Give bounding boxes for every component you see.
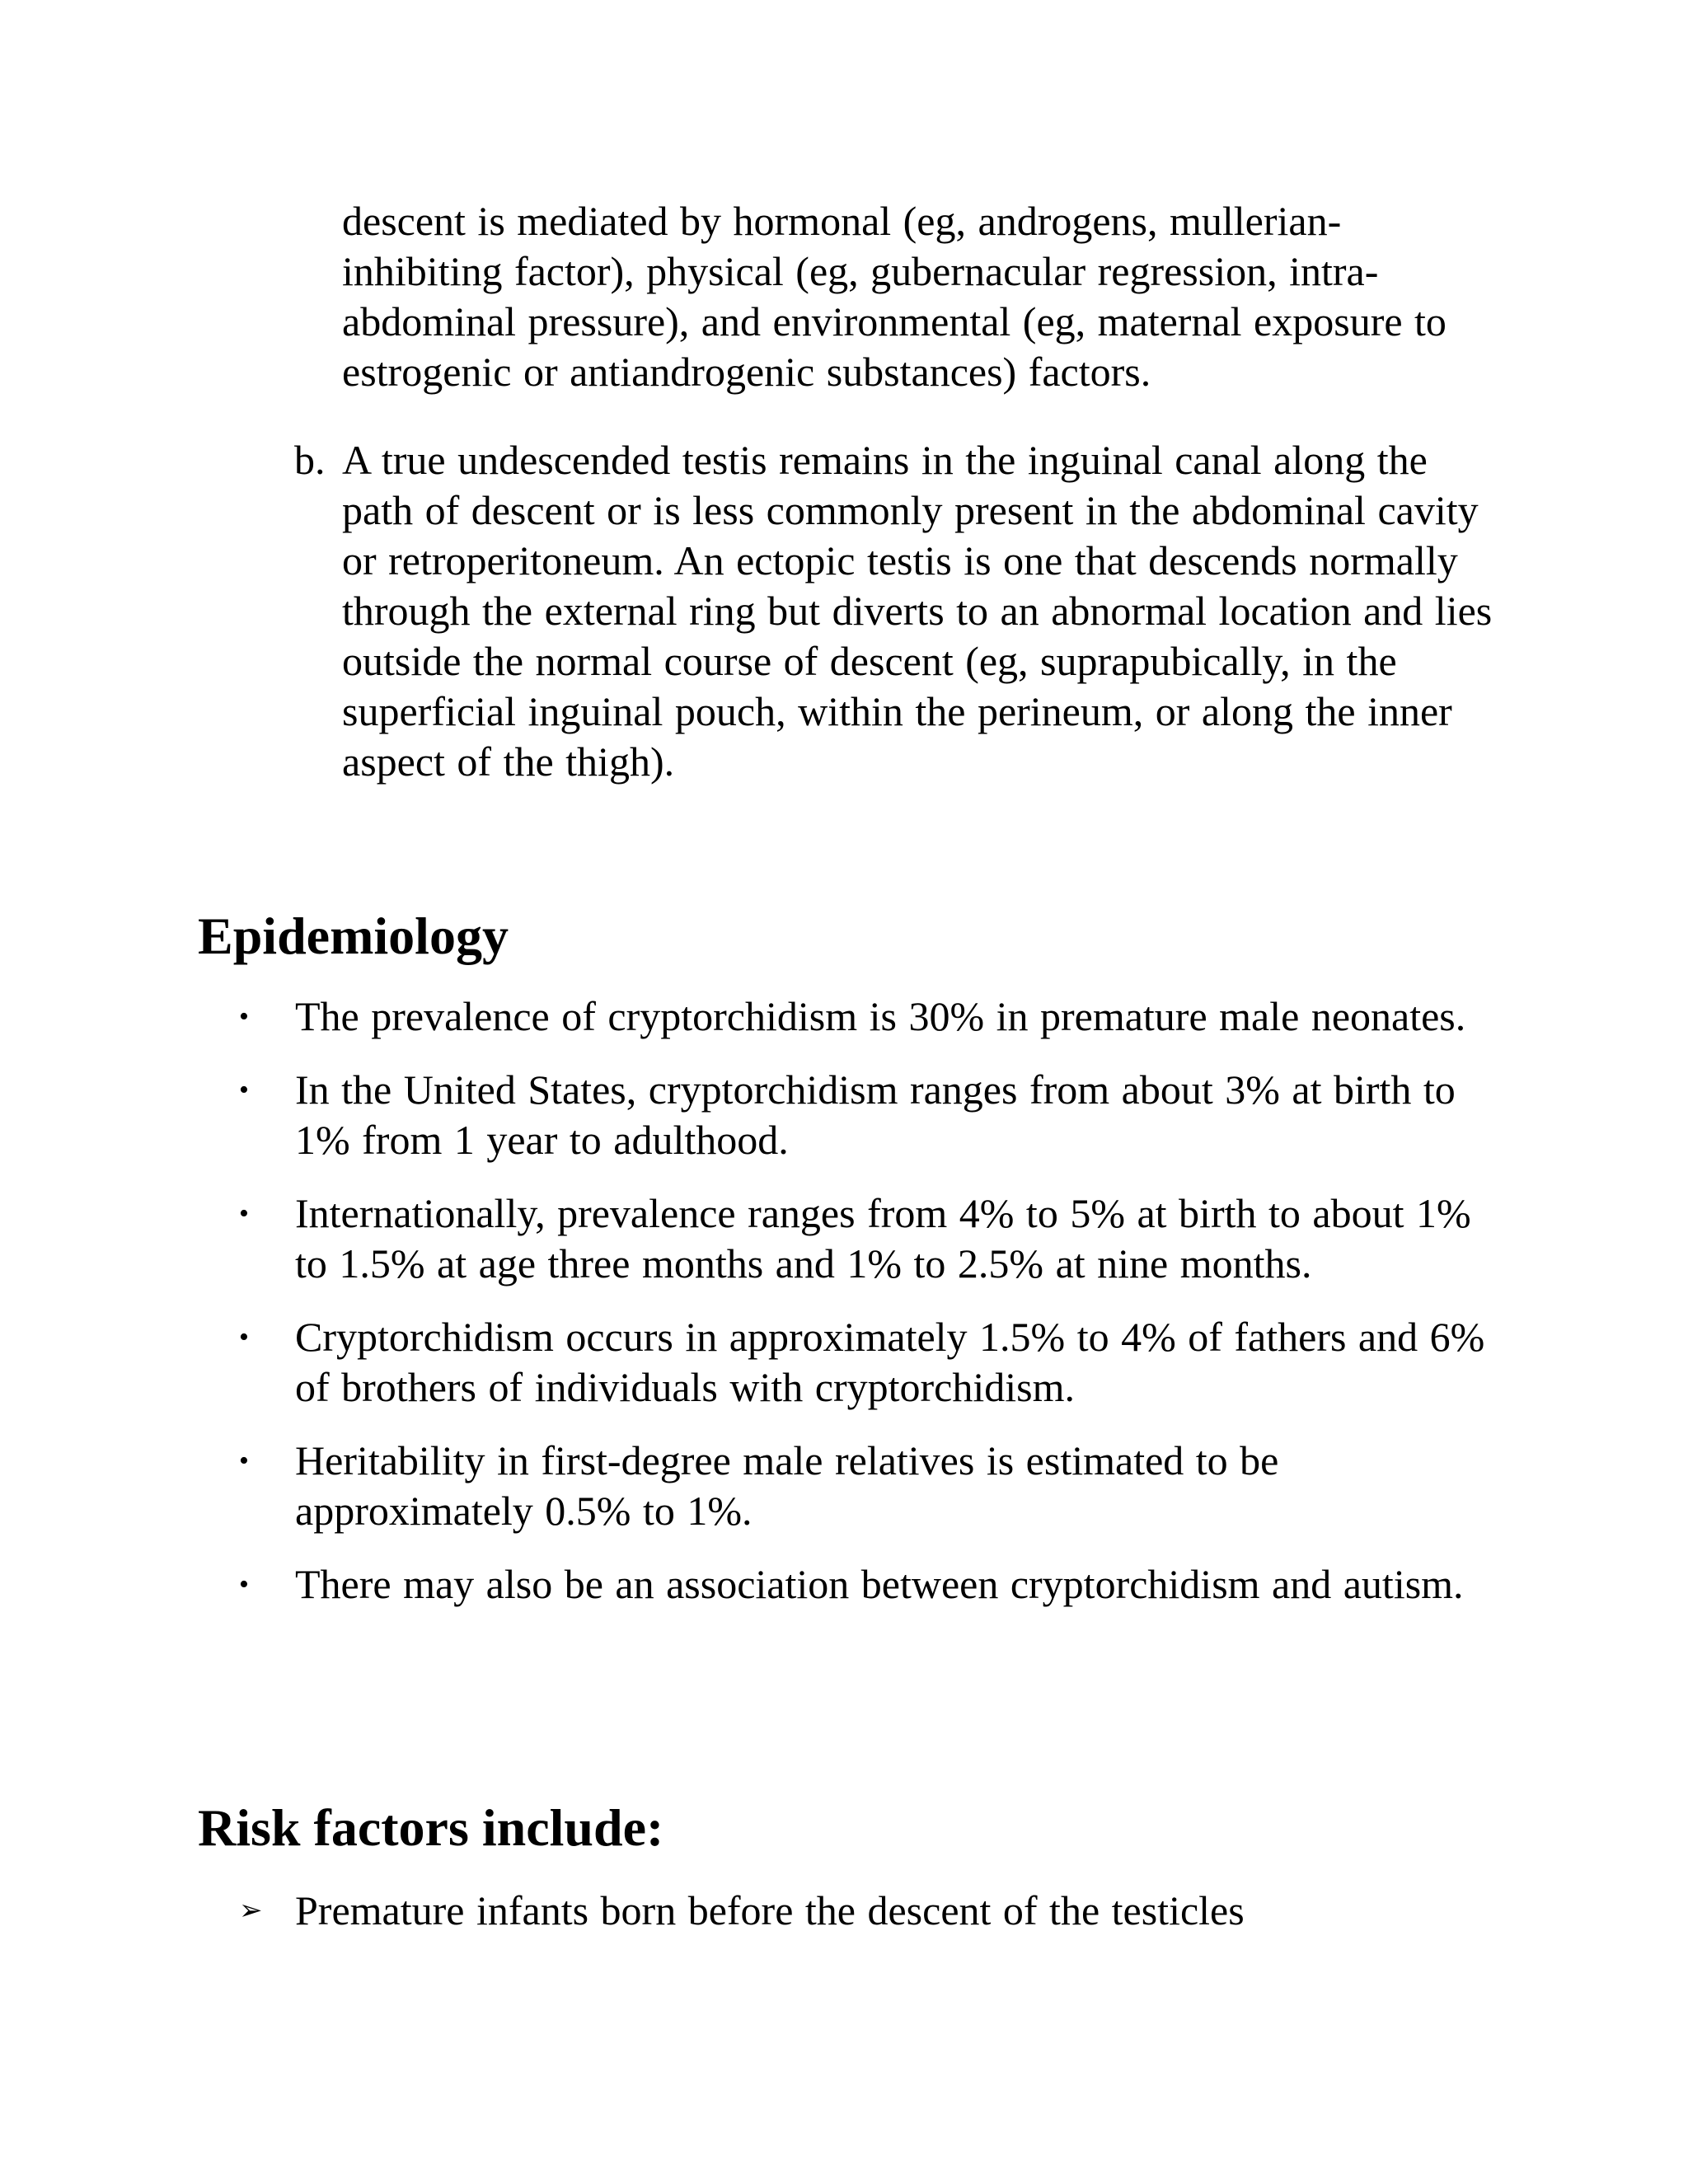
list-item bbox=[239, 1436, 1500, 1536]
arrow-bullet-icon: ➢ bbox=[239, 1894, 263, 1927]
bullet-icon: • bbox=[239, 1075, 249, 1105]
list-item-text: Premature infants born before the descent of the testicles bbox=[295, 1887, 1245, 1933]
bullet-icon: • bbox=[239, 1001, 249, 1032]
list-item-b-marker: b. bbox=[294, 437, 326, 483]
list-item-b-text: A true undescended testis remains in the inguinal canal along the path of descent or is less commonly present in the abdominal cavity or retroperitoneum. An ectopic testis is one that descends normally through the external ring but diverts to an abnormal location and lies outside the normal course of descent (eg, suprapubically, in the superficial inguinal pouch, within the perineum, or along the inner aspect of the thigh). bbox=[342, 437, 1493, 785]
risk-factors-heading: Risk factors include: bbox=[198, 1798, 664, 1857]
bullet-icon: • bbox=[239, 1198, 249, 1229]
list-item-text: In the United States, cryptorchidism ranges from about 3% at birth to 1% from 1 year to adulthood. bbox=[295, 1066, 1456, 1163]
list-item bbox=[239, 1312, 1500, 1413]
list-item bbox=[239, 1886, 1500, 1936]
list-item-text: The prevalence of cryptorchidism is 30% in premature male neonates. bbox=[295, 993, 1466, 1039]
list-item-text: Cryptorchidism occurs in approximately 1.5% to 4% of fathers and 6% of brothers of individuals with cryptorchidism. bbox=[295, 1314, 1485, 1410]
list-item bbox=[239, 991, 1500, 1042]
list-item-text: Heritability in first-degree male relatives is estimated to be approximately 0.5% to 1%. bbox=[295, 1437, 1279, 1534]
epidemiology-heading: Epidemiology bbox=[198, 907, 509, 965]
risk-factors-list bbox=[239, 1886, 1500, 1959]
list-item-b bbox=[294, 435, 1498, 787]
bullet-icon: • bbox=[239, 1322, 249, 1352]
bullet-icon: • bbox=[239, 1446, 249, 1476]
list-item bbox=[239, 1065, 1500, 1165]
descent-continuation-paragraph: descent is mediated by hormonal (eg, androgens, mullerian-inhibiting factor), physical (eg, gubernacular regression, intra-abdominal pressure), and environmental (eg, maternal exposure to estrogenic or antiandrogenic substances) factors. bbox=[342, 198, 1447, 395]
list-item bbox=[239, 1559, 1500, 1610]
list-item-text: Internationally, prevalence ranges from 4% to 5% at birth to about 1% to 1.5% at age three months and 1% to 2.5% at nine months. bbox=[295, 1190, 1471, 1286]
epidemiology-list bbox=[239, 991, 1500, 1633]
bullet-icon: • bbox=[239, 1569, 249, 1600]
list-item-text: There may also be an association between cryptorchidism and autism. bbox=[295, 1561, 1464, 1607]
list-item bbox=[239, 1188, 1500, 1289]
